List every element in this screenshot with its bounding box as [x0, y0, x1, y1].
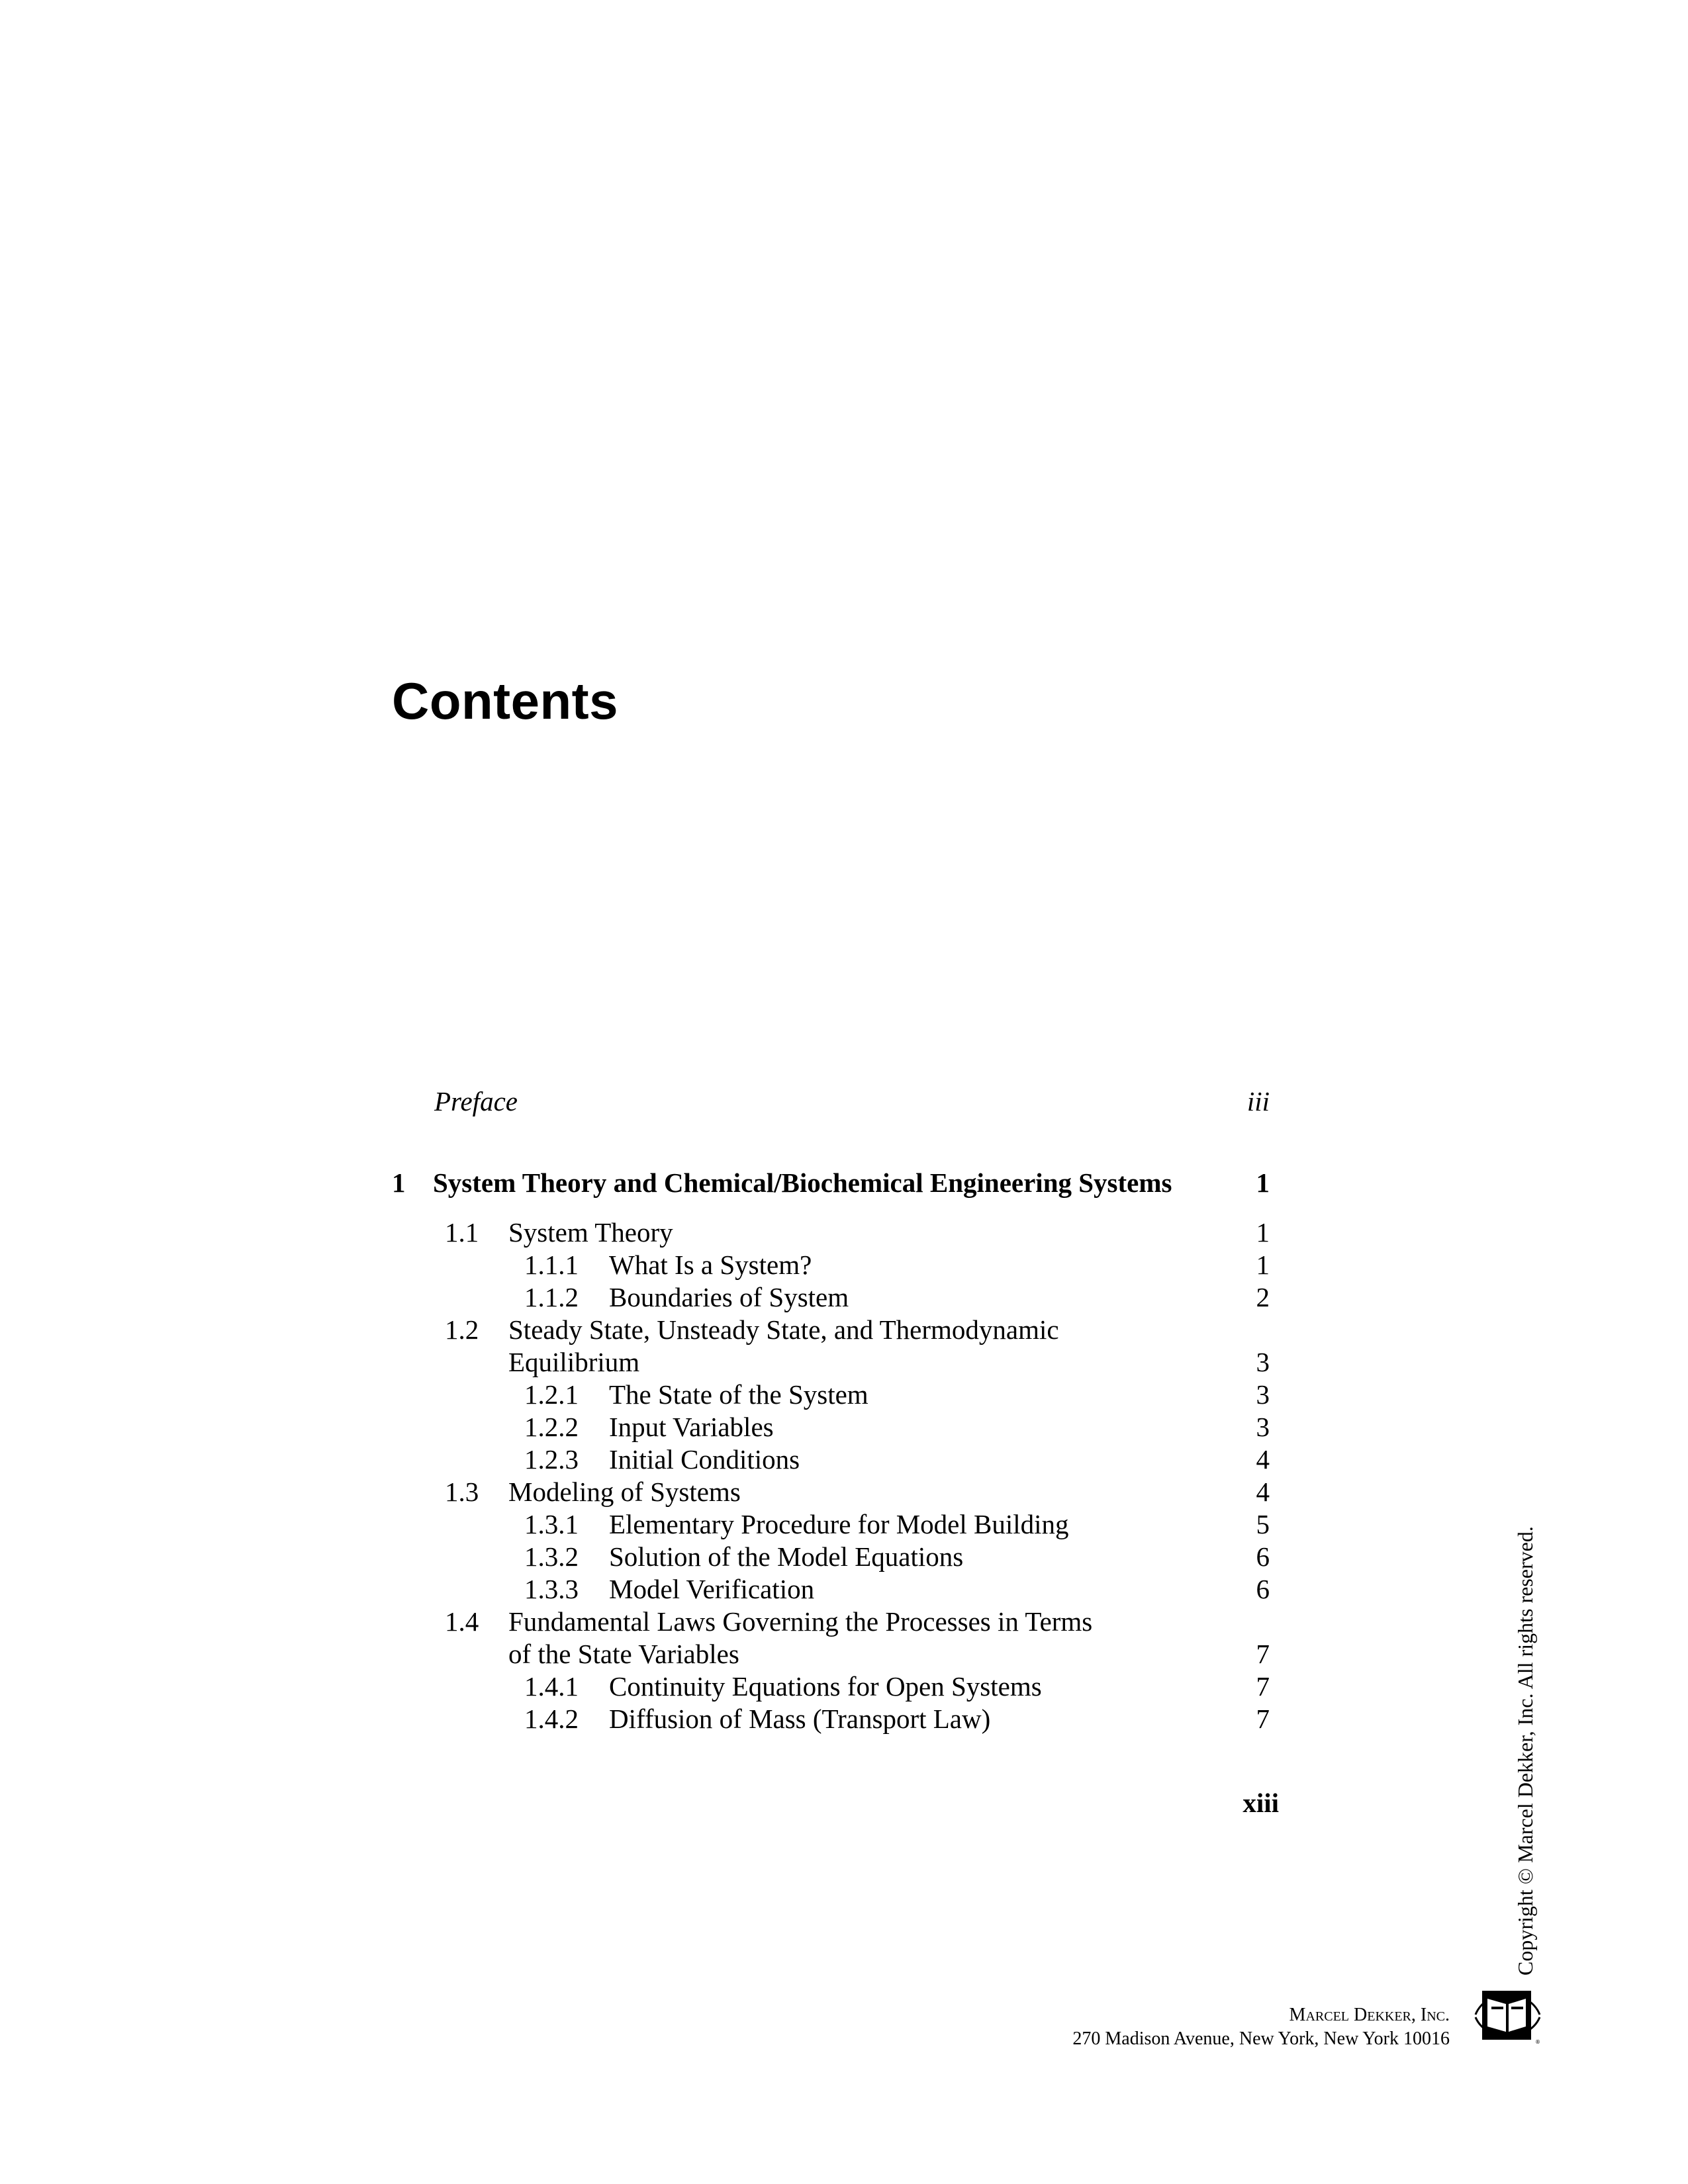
svg-text:®: ® — [1535, 2039, 1540, 2045]
toc-entry-preface[interactable] — [392, 1085, 1279, 1118]
toc-entry-subsection-1-2-2[interactable] — [392, 1411, 1279, 1443]
toc-entry-section-1-3[interactable] — [392, 1476, 1279, 1508]
toc-page-number: 7 — [1256, 1704, 1270, 1734]
toc-page-number: 3 — [1256, 1379, 1270, 1410]
toc-entry-subsection-1-3-1[interactable] — [392, 1508, 1279, 1541]
toc-entry-subsection-1-2-3[interactable] — [392, 1443, 1279, 1476]
toc-entry-label: Diffusion of Mass (Transport Law) — [609, 1704, 991, 1734]
toc-entry-label: What Is a System? — [609, 1250, 812, 1280]
toc-subsection-number: 1.2.1 — [524, 1379, 579, 1410]
toc-entry-section-1-4-continued[interactable] — [392, 1638, 1279, 1670]
toc-entry-subsection-1-1-2[interactable] — [392, 1281, 1279, 1314]
toc-page-number: 4 — [1256, 1444, 1270, 1475]
toc-entry-label: Elementary Procedure for Model Building — [609, 1509, 1069, 1539]
toc-entry-label-continued: Equilibrium — [508, 1347, 640, 1377]
toc-entry-label: Steady State, Unsteady State, and Thermodynamic — [508, 1314, 1059, 1345]
toc-entry-subsection-1-4-1[interactable] — [392, 1670, 1279, 1703]
toc-entry-label: Modeling of Systems — [508, 1477, 741, 1507]
table-of-contents — [392, 1085, 1279, 1735]
toc-entry-section-1-2[interactable] — [392, 1314, 1279, 1346]
toc-page-number: 2 — [1256, 1282, 1270, 1312]
toc-entry-label: Fundamental Laws Governing the Processes in Terms — [508, 1606, 1093, 1637]
toc-subsection-number: 1.2.2 — [524, 1412, 579, 1442]
toc-page-number: iii — [1246, 1086, 1270, 1116]
toc-entry-label: The State of the System — [609, 1379, 868, 1410]
toc-page-number: 6 — [1256, 1574, 1270, 1604]
toc-entry-label: System Theory — [508, 1217, 673, 1248]
toc-entry-label: System Theory and Chemical/Biochemical Engineering Systems — [433, 1167, 1172, 1198]
page-title: Contents — [392, 672, 618, 730]
toc-page-number: 7 — [1256, 1639, 1270, 1669]
toc-page-number: 6 — [1256, 1541, 1270, 1572]
toc-entry-label: Boundaries of System — [609, 1282, 849, 1312]
toc-entry-section-1-1[interactable] — [392, 1216, 1279, 1249]
toc-entry-label-continued: of the State Variables — [508, 1639, 739, 1669]
copyright-notice: Copyright © Marcel Dekker, Inc. All rights reserved. — [1513, 1526, 1537, 1976]
toc-subsection-number: 1.3.1 — [524, 1509, 579, 1539]
toc-entry-label: Preface — [434, 1086, 518, 1116]
toc-subsection-number: 1.3.3 — [524, 1574, 579, 1604]
toc-entry-section-1-2-continued[interactable] — [392, 1346, 1279, 1379]
toc-page-number: 5 — [1256, 1509, 1270, 1539]
toc-entry-subsection-1-1-1[interactable] — [392, 1249, 1279, 1281]
toc-page-number: 3 — [1256, 1347, 1270, 1377]
toc-section-number: 1.1 — [445, 1217, 479, 1248]
publisher-imprint — [1072, 2003, 1450, 2051]
toc-section-number: 1.4 — [445, 1606, 479, 1637]
toc-entry-subsection-1-3-3[interactable] — [392, 1573, 1279, 1606]
book-logo-icon — [1473, 1984, 1542, 2045]
toc-entry-subsection-1-4-2[interactable] — [392, 1703, 1279, 1735]
publisher-name: Marcel Dekker, Inc. — [1289, 2005, 1450, 2025]
toc-chapter-number: 1 — [392, 1167, 406, 1198]
toc-page-number: 1 — [1256, 1217, 1270, 1248]
toc-subsection-number: 1.1.2 — [524, 1282, 579, 1312]
toc-page-number: 1 — [1256, 1250, 1270, 1280]
toc-page-number: 1 — [1256, 1167, 1270, 1198]
toc-entry-label: Solution of the Model Equations — [609, 1541, 964, 1572]
toc-entry-label: Input Variables — [609, 1412, 774, 1442]
toc-subsection-number: 1.3.2 — [524, 1541, 579, 1572]
toc-section-number: 1.3 — [445, 1477, 479, 1507]
toc-entry-subsection-1-3-2[interactable] — [392, 1541, 1279, 1573]
toc-page-number: 3 — [1256, 1412, 1270, 1442]
toc-page-number: 4 — [1256, 1477, 1270, 1507]
toc-entry-subsection-1-2-1[interactable] — [392, 1379, 1279, 1411]
toc-entry-label: Continuity Equations for Open Systems — [609, 1671, 1042, 1702]
toc-subsection-number: 1.4.2 — [524, 1704, 579, 1734]
page-folio: xiii — [1243, 1788, 1279, 1818]
toc-entry-chapter-1[interactable] — [392, 1167, 1279, 1199]
toc-subsection-number: 1.4.1 — [524, 1671, 579, 1702]
toc-entry-label: Initial Conditions — [609, 1444, 800, 1475]
toc-entry-section-1-4[interactable] — [392, 1606, 1279, 1638]
publisher-address: 270 Madison Avenue, New York, New York 10016 — [1072, 2028, 1450, 2049]
toc-section-number: 1.2 — [445, 1314, 479, 1345]
toc-page-number: 7 — [1256, 1671, 1270, 1702]
toc-entry-label: Model Verification — [609, 1574, 815, 1604]
toc-subsection-number: 1.2.3 — [524, 1444, 579, 1475]
toc-subsection-number: 1.1.1 — [524, 1250, 579, 1280]
